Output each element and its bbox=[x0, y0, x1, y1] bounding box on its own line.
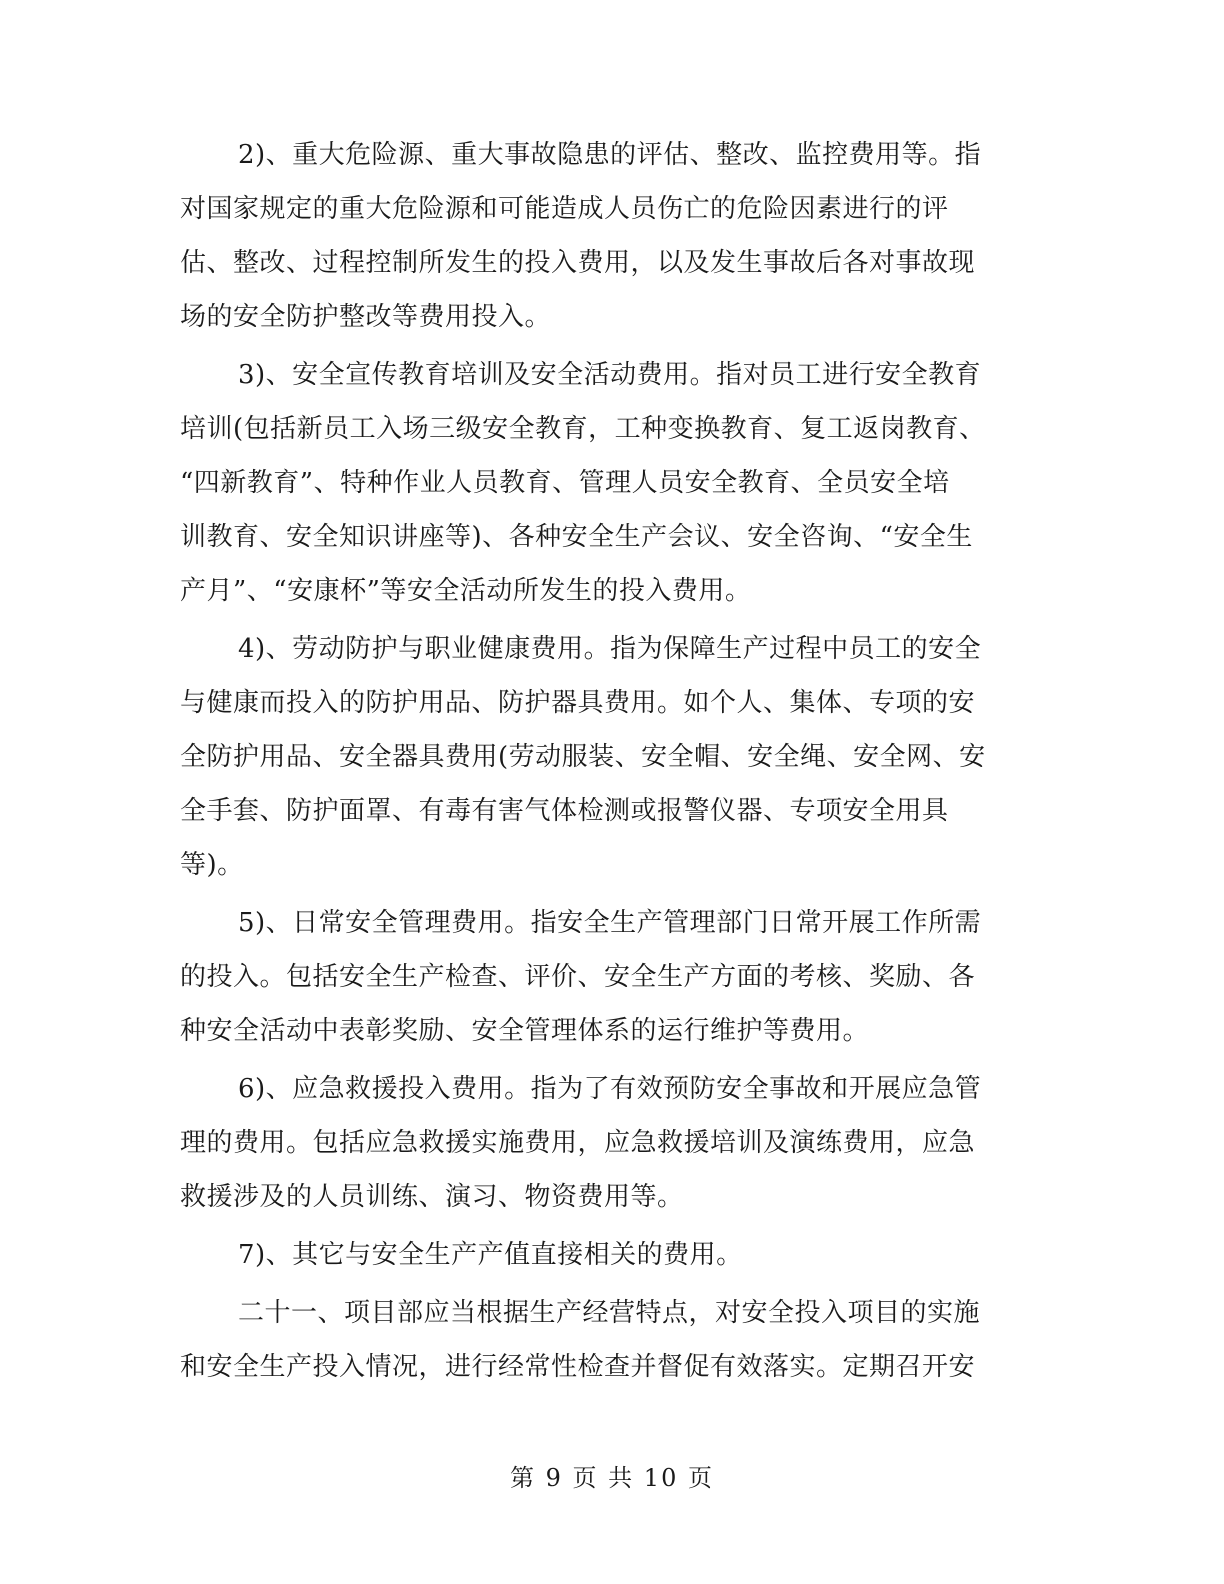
text-line: 理的费用。包括应急救援实施费用，应急救援培训及演练费用，应急 bbox=[180, 1128, 976, 1158]
paragraph-item-2 bbox=[180, 128, 1028, 344]
text-line: 6)、应急救援投入费用。指为了有效预防安全事故和开展应急管 bbox=[238, 1074, 982, 1104]
text-line: 二十一、项目部应当根据生产经营特点，对安全投入项目的实施 bbox=[238, 1298, 981, 1328]
page-number-footer: 第 9 页 共 10 页 bbox=[510, 1464, 714, 1492]
paragraph-item-7 bbox=[180, 1228, 1028, 1282]
text-line: 和安全生产投入情况，进行经常性检查并督促有效落实。定期召开安 bbox=[180, 1352, 976, 1382]
paragraph-item-3 bbox=[180, 348, 1028, 618]
paragraph-item-6 bbox=[180, 1062, 1028, 1224]
text-line: 2)、重大危险源、重大事故隐患的评估、整改、监控费用等。指 bbox=[238, 140, 982, 170]
paragraph-item-4 bbox=[180, 622, 1028, 892]
document-body bbox=[180, 128, 1028, 1394]
text-line: 救援涉及的人员训练、演习、物资费用等。 bbox=[180, 1182, 684, 1212]
text-line: 的投入。包括安全生产检查、评价、安全生产方面的考核、奖励、各 bbox=[180, 962, 976, 992]
text-line: 产月”、“安康杯”等安全活动所发生的投入费用。 bbox=[180, 576, 752, 606]
text-line: 种安全活动中表彰奖励、安全管理体系的运行维护等费用。 bbox=[180, 1016, 870, 1046]
text-line: 7)、其它与安全生产产值直接相关的费用。 bbox=[238, 1240, 743, 1270]
text-line: 3)、安全宣传教育培训及安全活动费用。指对员工进行安全教育 bbox=[238, 360, 982, 390]
text-line: 4)、劳动防护与职业健康费用。指为保障生产过程中员工的安全 bbox=[238, 634, 982, 664]
text-line: 全手套、防护面罩、有毒有害气体检测或报警仪器、专项安全用具 bbox=[180, 796, 949, 826]
paragraph-item-5 bbox=[180, 896, 1028, 1058]
text-line: 场的安全防护整改等费用投入。 bbox=[180, 302, 552, 332]
text-line: 等)。 bbox=[180, 850, 244, 880]
text-line: 全防护用品、安全器具费用(劳动服装、安全帽、安全绳、安全网、安 bbox=[180, 742, 986, 772]
paragraph-article-21 bbox=[180, 1286, 1028, 1394]
text-line: 对国家规定的重大危险源和可能造成人员伤亡的危险因素进行的评 bbox=[180, 194, 949, 224]
text-line: 与健康而投入的防护用品、防护器具费用。如个人、集体、专项的安 bbox=[180, 688, 976, 718]
text-line: 训教育、安全知识讲座等)、各种安全生产会议、安全咨询、“安全生 bbox=[180, 522, 973, 552]
text-line: 培训(包括新员工入场三级安全教育，工种变换教育、复工返岗教育、 bbox=[180, 414, 986, 444]
text-line: “四新教育”、特种作业人员教育、管理人员安全教育、全员安全培 bbox=[180, 468, 950, 498]
text-line: 估、整改、过程控制所发生的投入费用，以及发生事故后各对事故现 bbox=[180, 248, 976, 278]
text-line: 5)、日常安全管理费用。指安全生产管理部门日常开展工作所需 bbox=[238, 908, 982, 938]
